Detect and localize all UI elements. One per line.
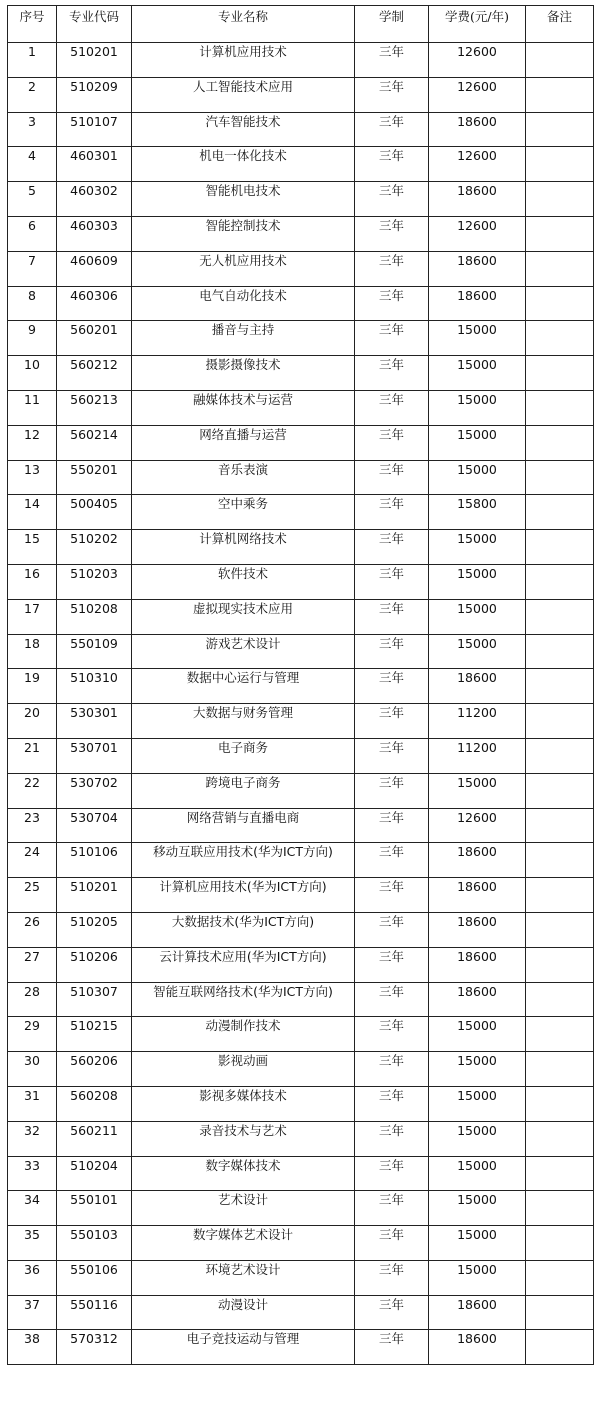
cell-no: 16 [8,564,57,599]
tuition-table [7,5,594,1365]
table-row [8,1017,594,1052]
cell-code: 460609 [57,251,132,286]
cell-no: 36 [8,1260,57,1295]
cell-code: 510202 [57,530,132,565]
cell-fee: 15000 [429,425,526,460]
cell-fee: 15000 [429,1052,526,1087]
cell-duration: 三年 [355,147,429,182]
cell-duration: 三年 [355,425,429,460]
cell-duration: 三年 [355,182,429,217]
cell-name: 计算机网络技术 [132,530,355,565]
table-row [8,1191,594,1226]
table-row [8,773,594,808]
cell-duration: 三年 [355,321,429,356]
cell-duration: 三年 [355,1052,429,1087]
cell-duration: 三年 [355,669,429,704]
table-row [8,1260,594,1295]
cell-code: 570312 [57,1330,132,1365]
table-row [8,564,594,599]
cell-fee: 18600 [429,286,526,321]
cell-duration: 三年 [355,1191,429,1226]
cell-fee: 18600 [429,947,526,982]
table-row [8,669,594,704]
cell-no: 22 [8,773,57,808]
table-row [8,1226,594,1261]
cell-name: 人工智能技术应用 [132,77,355,112]
table-row [8,356,594,391]
cell-name: 无人机应用技术 [132,251,355,286]
table-row [8,1086,594,1121]
cell-fee: 15000 [429,321,526,356]
cell-code: 500405 [57,495,132,530]
cell-name: 大数据技术(华为ICT方向) [132,912,355,947]
cell-duration: 三年 [355,77,429,112]
cell-duration: 三年 [355,530,429,565]
cell-no: 30 [8,1052,57,1087]
cell-note [526,982,594,1017]
cell-duration: 三年 [355,843,429,878]
cell-name: 动漫设计 [132,1295,355,1330]
cell-fee: 18600 [429,982,526,1017]
cell-note [526,251,594,286]
cell-fee: 18600 [429,112,526,147]
cell-name: 音乐表演 [132,460,355,495]
table-row [8,599,594,634]
cell-duration: 三年 [355,773,429,808]
cell-code: 560201 [57,321,132,356]
cell-duration: 三年 [355,634,429,669]
cell-note [526,1260,594,1295]
table-row [8,390,594,425]
cell-code: 550109 [57,634,132,669]
cell-note [526,1052,594,1087]
cell-fee: 15000 [429,1086,526,1121]
cell-no: 29 [8,1017,57,1052]
cell-name: 智能机电技术 [132,182,355,217]
cell-fee: 18600 [429,182,526,217]
cell-no: 2 [8,77,57,112]
cell-duration: 三年 [355,1086,429,1121]
table-row [8,147,594,182]
cell-name: 移动互联应用技术(华为ICT方向) [132,843,355,878]
cell-duration: 三年 [355,216,429,251]
cell-code: 550116 [57,1295,132,1330]
cell-name: 大数据与财务管理 [132,704,355,739]
table-row [8,495,594,530]
cell-no: 3 [8,112,57,147]
cell-duration: 三年 [355,738,429,773]
cell-no: 19 [8,669,57,704]
cell-fee: 15000 [429,530,526,565]
cell-code: 550101 [57,1191,132,1226]
cell-name: 艺术设计 [132,1191,355,1226]
cell-fee: 18600 [429,1295,526,1330]
cell-note [526,182,594,217]
cell-no: 20 [8,704,57,739]
cell-code: 510201 [57,43,132,78]
cell-no: 13 [8,460,57,495]
cell-no: 38 [8,1330,57,1365]
cell-name: 数字媒体技术 [132,1156,355,1191]
table-row [8,704,594,739]
cell-fee: 15000 [429,564,526,599]
cell-fee: 18600 [429,251,526,286]
header-name: 专业名称 [132,6,355,43]
cell-duration: 三年 [355,1156,429,1191]
cell-note [526,147,594,182]
cell-duration: 三年 [355,878,429,913]
header-code: 专业代码 [57,6,132,43]
cell-duration: 三年 [355,808,429,843]
cell-fee: 18600 [429,878,526,913]
table-header [8,6,594,43]
cell-name: 软件技术 [132,564,355,599]
cell-no: 32 [8,1121,57,1156]
cell-duration: 三年 [355,599,429,634]
cell-code: 510203 [57,564,132,599]
cell-note [526,530,594,565]
cell-no: 1 [8,43,57,78]
cell-duration: 三年 [355,564,429,599]
cell-no: 21 [8,738,57,773]
cell-fee: 15800 [429,495,526,530]
cell-note [526,947,594,982]
table-row [8,286,594,321]
cell-fee: 15000 [429,1191,526,1226]
cell-note [526,1121,594,1156]
cell-no: 18 [8,634,57,669]
cell-code: 560212 [57,356,132,391]
table-row [8,1330,594,1365]
cell-note [526,704,594,739]
cell-note [526,1191,594,1226]
cell-fee: 12600 [429,77,526,112]
cell-note [526,878,594,913]
cell-name: 云计算技术应用(华为ICT方向) [132,947,355,982]
cell-code: 460303 [57,216,132,251]
cell-note [526,43,594,78]
cell-fee: 18600 [429,1330,526,1365]
cell-duration: 三年 [355,251,429,286]
cell-note [526,634,594,669]
cell-note [526,843,594,878]
cell-note [526,216,594,251]
cell-fee: 15000 [429,390,526,425]
cell-name: 网络营销与直播电商 [132,808,355,843]
cell-no: 28 [8,982,57,1017]
cell-no: 6 [8,216,57,251]
cell-duration: 三年 [355,1260,429,1295]
table-row [8,530,594,565]
cell-duration: 三年 [355,43,429,78]
cell-note [526,1330,594,1365]
cell-note [526,1086,594,1121]
cell-duration: 三年 [355,495,429,530]
cell-duration: 三年 [355,982,429,1017]
cell-code: 560214 [57,425,132,460]
cell-fee: 15000 [429,460,526,495]
table-body [8,43,594,1365]
cell-no: 5 [8,182,57,217]
cell-no: 4 [8,147,57,182]
cell-note [526,495,594,530]
cell-note [526,77,594,112]
table-row [8,947,594,982]
cell-code: 560213 [57,390,132,425]
cell-fee: 12600 [429,43,526,78]
header-fee: 学费(元/年) [429,6,526,43]
table-row [8,1295,594,1330]
cell-duration: 三年 [355,1226,429,1261]
cell-code: 530301 [57,704,132,739]
cell-code: 510107 [57,112,132,147]
cell-note [526,773,594,808]
table-row [8,808,594,843]
cell-note [526,286,594,321]
table-row [8,182,594,217]
cell-name: 汽车智能技术 [132,112,355,147]
cell-name: 网络直播与运营 [132,425,355,460]
table-row [8,878,594,913]
table-row [8,982,594,1017]
cell-name: 虚拟现实技术应用 [132,599,355,634]
cell-duration: 三年 [355,460,429,495]
cell-fee: 12600 [429,147,526,182]
cell-duration: 三年 [355,112,429,147]
header-row [8,6,594,43]
cell-fee: 18600 [429,843,526,878]
cell-fee: 11200 [429,704,526,739]
table-row [8,251,594,286]
cell-fee: 15000 [429,634,526,669]
cell-no: 17 [8,599,57,634]
cell-note [526,1017,594,1052]
cell-note [526,112,594,147]
cell-note [526,599,594,634]
cell-duration: 三年 [355,1330,429,1365]
cell-name: 机电一体化技术 [132,147,355,182]
table-row [8,1121,594,1156]
table-row [8,843,594,878]
cell-fee: 15000 [429,1226,526,1261]
cell-no: 24 [8,843,57,878]
cell-note [526,1226,594,1261]
cell-code: 510209 [57,77,132,112]
cell-fee: 15000 [429,1017,526,1052]
cell-code: 560208 [57,1086,132,1121]
cell-fee: 18600 [429,669,526,704]
header-no: 序号 [8,6,57,43]
cell-name: 计算机应用技术 [132,43,355,78]
cell-code: 510307 [57,982,132,1017]
cell-duration: 三年 [355,286,429,321]
cell-duration: 三年 [355,356,429,391]
cell-code: 510201 [57,878,132,913]
cell-code: 530704 [57,808,132,843]
cell-code: 510205 [57,912,132,947]
cell-name: 智能互联网络技术(华为ICT方向) [132,982,355,1017]
cell-no: 10 [8,356,57,391]
cell-name: 电子竞技运动与管理 [132,1330,355,1365]
cell-fee: 11200 [429,738,526,773]
cell-no: 23 [8,808,57,843]
cell-name: 录音技术与艺术 [132,1121,355,1156]
cell-fee: 12600 [429,808,526,843]
cell-fee: 15000 [429,599,526,634]
cell-note [526,425,594,460]
table-row [8,425,594,460]
table-row [8,77,594,112]
cell-no: 15 [8,530,57,565]
cell-no: 8 [8,286,57,321]
table-row [8,321,594,356]
cell-name: 游戏艺术设计 [132,634,355,669]
cell-name: 智能控制技术 [132,216,355,251]
cell-code: 530701 [57,738,132,773]
cell-name: 动漫制作技术 [132,1017,355,1052]
cell-no: 27 [8,947,57,982]
cell-no: 35 [8,1226,57,1261]
cell-note [526,669,594,704]
cell-name: 环境艺术设计 [132,1260,355,1295]
table-row [8,912,594,947]
cell-name: 影视动画 [132,1052,355,1087]
cell-note [526,390,594,425]
cell-no: 14 [8,495,57,530]
cell-note [526,321,594,356]
cell-duration: 三年 [355,1295,429,1330]
cell-code: 510204 [57,1156,132,1191]
cell-name: 计算机应用技术(华为ICT方向) [132,878,355,913]
header-duration: 学制 [355,6,429,43]
cell-note [526,808,594,843]
table-row [8,1156,594,1191]
cell-code: 510310 [57,669,132,704]
cell-duration: 三年 [355,912,429,947]
cell-fee: 15000 [429,1156,526,1191]
cell-note [526,912,594,947]
cell-fee: 12600 [429,216,526,251]
cell-code: 550106 [57,1260,132,1295]
cell-duration: 三年 [355,704,429,739]
cell-code: 460302 [57,182,132,217]
cell-duration: 三年 [355,1017,429,1052]
cell-note [526,738,594,773]
cell-note [526,460,594,495]
cell-code: 510206 [57,947,132,982]
cell-code: 560206 [57,1052,132,1087]
table-row [8,634,594,669]
cell-fee: 15000 [429,773,526,808]
cell-no: 31 [8,1086,57,1121]
cell-code: 510215 [57,1017,132,1052]
cell-name: 电子商务 [132,738,355,773]
cell-code: 530702 [57,773,132,808]
table-row [8,738,594,773]
cell-code: 460306 [57,286,132,321]
cell-name: 融媒体技术与运营 [132,390,355,425]
cell-fee: 15000 [429,1260,526,1295]
cell-name: 影视多媒体技术 [132,1086,355,1121]
cell-code: 550201 [57,460,132,495]
cell-code: 550103 [57,1226,132,1261]
cell-no: 33 [8,1156,57,1191]
cell-name: 摄影摄像技术 [132,356,355,391]
cell-note [526,564,594,599]
cell-no: 25 [8,878,57,913]
cell-name: 播音与主持 [132,321,355,356]
cell-name: 电气自动化技术 [132,286,355,321]
cell-name: 空中乘务 [132,495,355,530]
cell-code: 460301 [57,147,132,182]
cell-no: 12 [8,425,57,460]
cell-code: 510208 [57,599,132,634]
table-row [8,112,594,147]
table-row [8,216,594,251]
cell-note [526,1295,594,1330]
cell-no: 37 [8,1295,57,1330]
cell-duration: 三年 [355,390,429,425]
cell-duration: 三年 [355,1121,429,1156]
cell-no: 9 [8,321,57,356]
header-note: 备注 [526,6,594,43]
table-row [8,1052,594,1087]
cell-no: 26 [8,912,57,947]
cell-code: 560211 [57,1121,132,1156]
cell-no: 7 [8,251,57,286]
cell-fee: 15000 [429,356,526,391]
cell-code: 510106 [57,843,132,878]
cell-name: 数字媒体艺术设计 [132,1226,355,1261]
cell-note [526,1156,594,1191]
table-row [8,460,594,495]
cell-name: 数据中心运行与管理 [132,669,355,704]
cell-no: 34 [8,1191,57,1226]
cell-duration: 三年 [355,947,429,982]
cell-note [526,356,594,391]
cell-fee: 15000 [429,1121,526,1156]
table-row [8,43,594,78]
cell-name: 跨境电子商务 [132,773,355,808]
cell-fee: 18600 [429,912,526,947]
cell-no: 11 [8,390,57,425]
